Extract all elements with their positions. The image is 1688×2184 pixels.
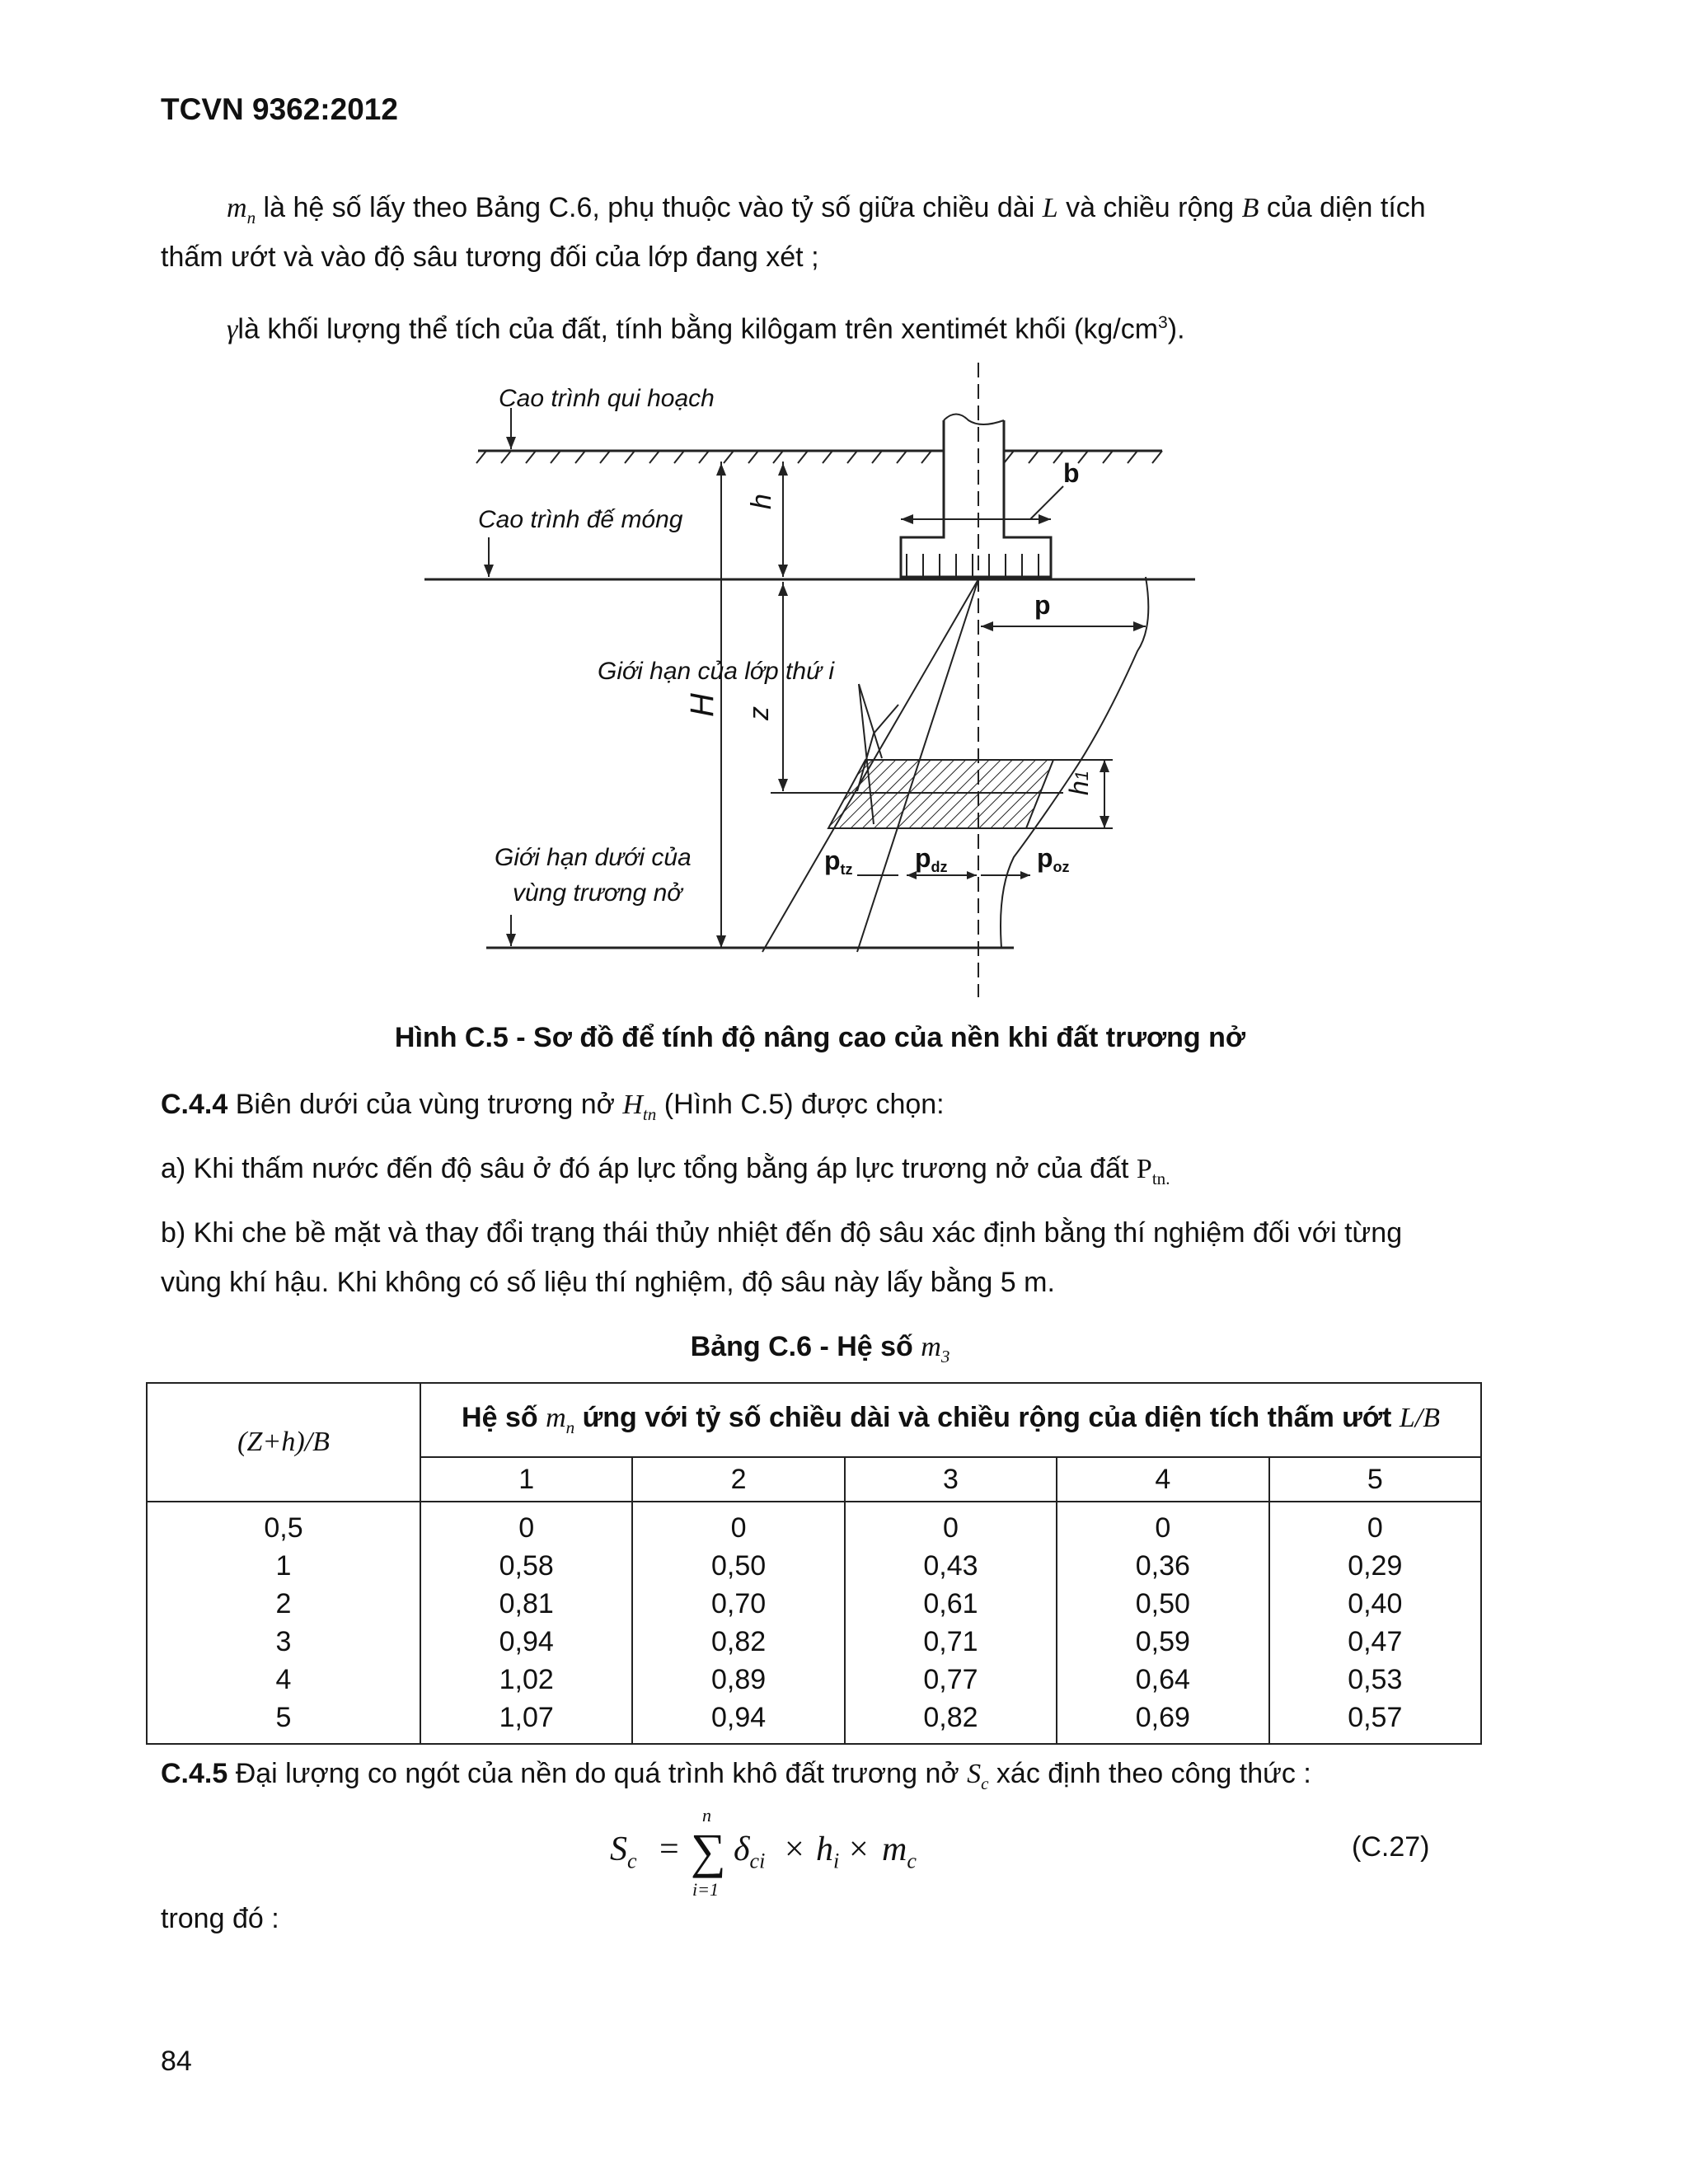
section-c44-text2: (Hình C.5) được chọn:: [656, 1089, 945, 1120]
table-caption-sym-sub: 3: [940, 1346, 950, 1366]
value-column-4: 0 0,36 0,50 0,59 0,64 0,69: [1057, 1502, 1268, 1744]
symbol-m-sub: n: [246, 207, 256, 227]
label-b: b: [1063, 458, 1080, 488]
value-column-3: 0 0,43 0,61 0,71 0,77 0,82: [845, 1502, 1057, 1744]
para1-text1: là hệ số lấy theo Bảng C.6, phụ thuộc vào tỷ số giữa chiều dài: [256, 192, 1043, 223]
page-number: 84: [161, 2046, 192, 2077]
para2-sup: 3: [1158, 313, 1168, 332]
item-a: [161, 1144, 1170, 1203]
label-z: z: [743, 706, 775, 720]
symbol-H-sub: tn: [642, 1104, 657, 1124]
table-caption-sym: m: [921, 1332, 941, 1362]
group-header-cell: Hệ số $m_n$ ứng với tỷ số chiều dài và chiều rộng của diện tích thấm ướt L/B: [420, 1383, 1481, 1457]
column-outline: [901, 420, 1051, 577]
label-p: p: [1034, 590, 1051, 620]
column-header: 5: [1269, 1457, 1481, 1502]
formula-lhs-sub: c: [627, 1849, 637, 1873]
value-column-2: 0 0,50 0,70 0,82 0,89 0,94: [632, 1502, 844, 1744]
formula-h: h: [816, 1830, 833, 1868]
trong-do-text: trong đó :: [161, 1903, 279, 1934]
symbol-gamma: γ: [227, 314, 238, 345]
figure-c5-diagram: [0, 0, 1688, 1030]
formula-sigma: ∑: [691, 1824, 726, 1878]
symbol-m: m: [227, 193, 247, 223]
label-ptz: ptz: [824, 846, 853, 878]
label-h1: h1: [1064, 770, 1094, 795]
formula-delta-sub: ci: [749, 1849, 766, 1873]
section-c45-number: C.4.5: [161, 1758, 228, 1789]
symbol-S: S: [967, 1759, 982, 1789]
symbol-H: H: [622, 1090, 643, 1120]
formula-m: m: [882, 1830, 907, 1868]
value-column-5: 0 0,29 0,40 0,47 0,53 0,57: [1269, 1502, 1481, 1744]
standard-header: TCVN 9362:2012: [161, 92, 398, 126]
section-c45: [161, 1749, 1311, 1808]
layer-i-hatch: [828, 760, 1053, 828]
para2-end: ).: [1167, 313, 1185, 345]
column-header: 2: [632, 1457, 844, 1502]
formula-sum-top: n: [702, 1805, 711, 1825]
formula-delta: δ: [734, 1830, 750, 1868]
symbol-P: P: [1136, 1154, 1152, 1184]
paragraph-mn-line2: thấm ướt và vào độ sâu tương đối của lớp đang xét ;: [161, 241, 819, 273]
column-header: 4: [1057, 1457, 1268, 1502]
ground-hatch: [476, 451, 1162, 463]
label-planning-level: Cao trình qui hoạch: [499, 385, 715, 412]
table-caption: [161, 1331, 1479, 1367]
column-header: 1: [420, 1457, 632, 1502]
symbol-L: L: [1042, 193, 1058, 223]
formula-times-2: ×: [849, 1830, 869, 1868]
symbol-P-sub: tn.: [1151, 1168, 1170, 1188]
symbol-S-sub: c: [981, 1773, 989, 1793]
section-c44: [161, 1080, 945, 1139]
formula-number: (C.27): [1352, 1831, 1430, 1863]
formula-h-sub: i: [833, 1849, 840, 1873]
section-c45-text1: Đại lượng co ngót của nền do quá trình khô đất trương nở: [227, 1758, 968, 1789]
label-h: h: [746, 494, 777, 509]
para1-text2: và chiều rộng: [1057, 192, 1242, 223]
label-lower-limit-2: vùng trương nở: [513, 879, 682, 907]
item-b-line2: vùng khí hậu. Khi không có số liệu thí nghiệm, độ sâu này lấy bằng 5 m.: [161, 1267, 1055, 1298]
section-c45-text2: xác định theo công thức :: [988, 1758, 1311, 1789]
symbol-B: B: [1241, 193, 1259, 223]
value-column-1: 0 0,58 0,81 0,94 1,02 1,07: [420, 1502, 632, 1744]
item-a-text: a) Khi thấm nước đến độ sâu ở đó áp lực tổng bằng áp lực trương nở của đất: [161, 1153, 1137, 1184]
table-caption-text: Bảng C.6 - Hệ số: [690, 1331, 921, 1362]
row-header-cell: (Z+h)/B: [147, 1383, 420, 1502]
formula-times-1: ×: [785, 1830, 804, 1868]
formula-sum-bottom: i=1: [692, 1879, 719, 1900]
coefficient-table: [146, 1382, 1482, 1745]
figure-caption: Hình C.5 - Sơ đồ để tính độ nâng cao của nền khi đất trương nở: [394, 1022, 1246, 1053]
load-arrows: [907, 554, 1039, 577]
formula-lhs: S: [610, 1830, 627, 1868]
formula-eq: =: [659, 1830, 679, 1868]
section-c44-text1: Biên dưới của vùng trương nở: [227, 1089, 623, 1120]
label-layer-limit: Giới hạn của lớp thứ i: [598, 658, 835, 685]
formula-m-sub: c: [907, 1849, 917, 1873]
para1-text3: của diện tích: [1259, 192, 1426, 223]
item-b-line1: b) Khi che bề mặt và thay đổi trạng thái thủy nhiệt đến độ sâu xác định bằng thí nghiệm đối với từng: [161, 1217, 1403, 1249]
row-label-column: 0,5 1 2 3 4 5: [147, 1502, 420, 1744]
label-poz: poz: [1037, 843, 1070, 875]
column-header: 3: [845, 1457, 1057, 1502]
label-lower-limit-1: Giới hạn dưới của: [495, 844, 692, 871]
label-pdz: pdz: [915, 843, 948, 875]
para2-text: là khối lượng thể tích của đất, tính bằng kilôgam trên xentimét khối (kg/cm: [237, 313, 1159, 345]
label-foundation-level: Cao trình đế móng: [478, 506, 683, 533]
section-c44-number: C.4.4: [161, 1089, 228, 1120]
label-H: H: [684, 693, 720, 717]
